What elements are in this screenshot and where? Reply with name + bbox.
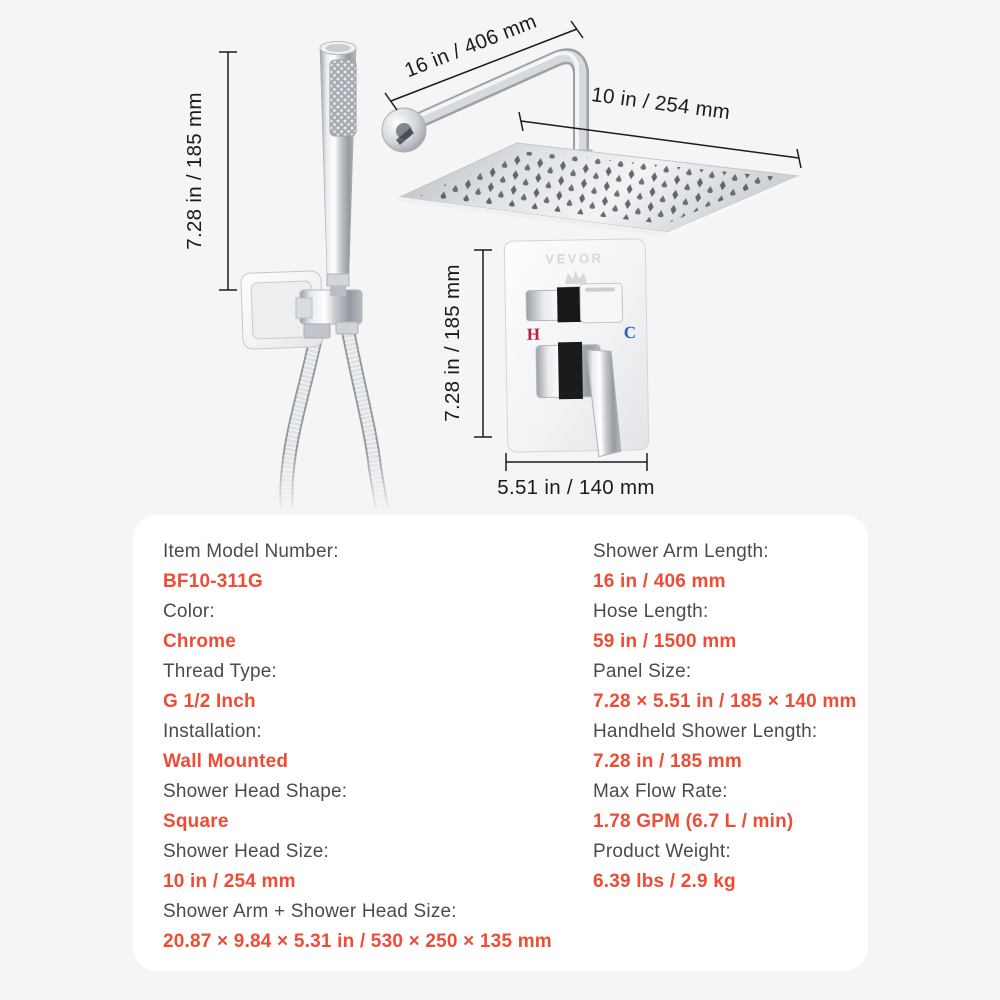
spec-value: 20.87 × 9.84 × 5.31 in / 530 × 250 × 135 mm [163, 931, 552, 952]
hot-label: H [526, 324, 541, 344]
spec-label: Shower Arm + Shower Head Size: [163, 901, 457, 922]
spec-value: Chrome [163, 631, 236, 652]
spec-card [133, 515, 868, 971]
dim-panel-height [474, 250, 492, 437]
handheld-shower-figure [183, 42, 405, 516]
spec-value: BF10-311G [163, 571, 264, 592]
spec-value: 59 in / 1500 mm [593, 631, 737, 652]
spec-label: Thread Type: [163, 661, 278, 682]
handheld-wand [320, 42, 356, 297]
spec-value: G 1/2 Inch [163, 691, 256, 712]
spec-value: 10 in / 254 mm [163, 871, 296, 892]
dim-panel-height-label: 7.28 in / 185 mm [441, 264, 464, 422]
dim-head-label: 10 in / 254 mm [590, 83, 732, 125]
vevor-logo: VEVOR [545, 250, 604, 267]
arm-wall-flange [382, 108, 426, 152]
valve-panel-figure [504, 239, 649, 458]
shower-holder-bracket [296, 290, 362, 338]
spec-value: Square [163, 811, 229, 832]
spec-value: 6.39 lbs / 2.9 kg [593, 871, 736, 892]
dim-arm-label: 16 in / 406 mm [401, 9, 540, 83]
spec-label: Shower Arm Length: [593, 541, 769, 562]
dim-handheld-length [219, 52, 237, 290]
shower-arm-figure [382, 10, 801, 237]
spec-value: 7.28 in / 185 mm [593, 751, 742, 772]
spec-label: Color: [163, 601, 215, 622]
spec-label: Product Weight: [593, 841, 731, 862]
cold-label: C [623, 322, 637, 343]
spec-value: 1.78 GPM (6.7 L / min) [593, 811, 794, 832]
dim-panel-width-label: 5.51 in / 140 mm [497, 476, 655, 499]
dim-panel-width [506, 453, 647, 471]
spec-label: Handheld Shower Length: [593, 721, 818, 742]
dim-handheld-label: 7.28 in / 185 mm [183, 92, 206, 250]
spec-value: 16 in / 406 mm [593, 571, 726, 592]
spec-label: Panel Size: [593, 661, 692, 682]
spec-label: Installation: [163, 721, 262, 742]
spec-label: Hose Length: [593, 601, 709, 622]
spec-label: Max Flow Rate: [593, 781, 728, 802]
spec-label: Item Model Number: [163, 541, 339, 562]
spec-value: 7.28 × 5.51 in / 185 × 140 mm [593, 691, 857, 712]
spec-column-left [163, 537, 593, 957]
wand-spray-face [330, 60, 356, 136]
rain-shower-head [400, 143, 798, 237]
spec-label: Shower Head Shape: [163, 781, 348, 802]
spec-label: Shower Head Size: [163, 841, 330, 862]
spec-column-right [593, 537, 868, 957]
nozzle-grid [420, 151, 778, 224]
spec-value: Wall Mounted [163, 751, 289, 772]
